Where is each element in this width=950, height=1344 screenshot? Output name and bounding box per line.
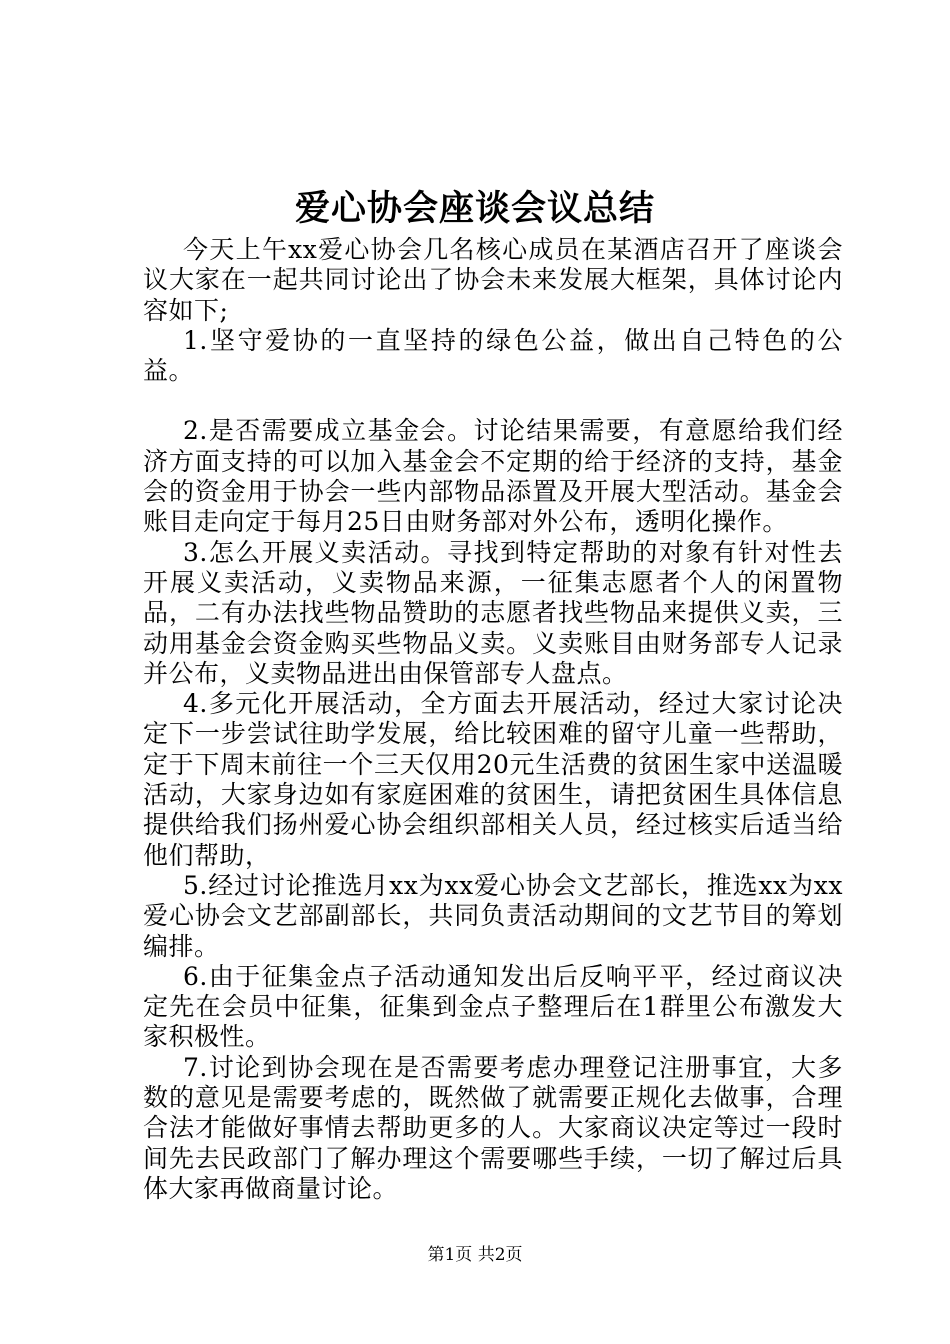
page-number-footer: 第1页 共2页	[427, 1245, 523, 1265]
document-body	[143, 235, 843, 1204]
intro-paragraph: 今天上午xx爱心协会几名核心成员在某酒店召开了座谈会议大家在一起共同讨论出了协会未来发展大框架，具体讨论内容如下;	[143, 235, 843, 325]
item-paragraph-7: 7.讨论到协会现在是否需要考虑办理登记注册事宜，大多数的意见是需要考虑的，既然做了就需要正规化去做事，合理合法才能做好事情去帮助更多的人。大家商议决定等过一段时间先去民政部门了解办理这个需要哪些手续，一切了解过后具体大家再做商量讨论。	[143, 1052, 843, 1203]
item-paragraph-5: 5.经过讨论推选月xx为xx爱心协会文艺部长，推选xx为xx爱心协会文艺部副部长，共同负责活动期间的文艺节目的筹划编排。	[143, 870, 843, 961]
item-paragraph-6: 6.由于征集金点子活动通知发出后反响平平，经过商议决定先在会员中征集，征集到金点子整理后在1群里公布激发大家积极性。	[143, 961, 843, 1052]
item-paragraph-2: 2.是否需要成立基金会。讨论结果需要，有意愿给我们经济方面支持的可以加入基金会不定期的给于经济的支持，基金会的资金用于协会一些内部物品添置及开展大型活动。基金会账目走向定于每月25日由财务部对外公布，透明化操作。	[143, 416, 843, 537]
document-title: 爱心协会座谈会议总结	[294, 188, 655, 229]
item-paragraph-1: 1.坚守爱协的一直坚持的绿色公益，做出自己特色的公益。	[143, 325, 843, 386]
item-paragraph-4: 4.多元化开展活动，全方面去开展活动，经过大家讨论决定下一步尝试往助学发展，给比较困难的留守儿童一些帮助，定于下周末前往一个三天仅用20元生活费的贫困生家中送温暖活动，大家身边如有家庭困难的贫困生，请把贫困生具体信息提供给我们扬州爱心协会组织部相关人员，经过核实后适当给他们帮助，	[143, 689, 843, 870]
item-paragraph-3: 3.怎么开展义卖活动。寻找到特定帮助的对象有针对性去开展义卖活动，义卖物品来源，一征集志愿者个人的闲置物品，二有办法找些物品赞助的志愿者找些物品来提供义卖，三动用基金会资金购买些物品义卖。义卖账目由财务部专人记录并公布，义卖物品进出由保管部专人盘点。	[143, 537, 843, 688]
